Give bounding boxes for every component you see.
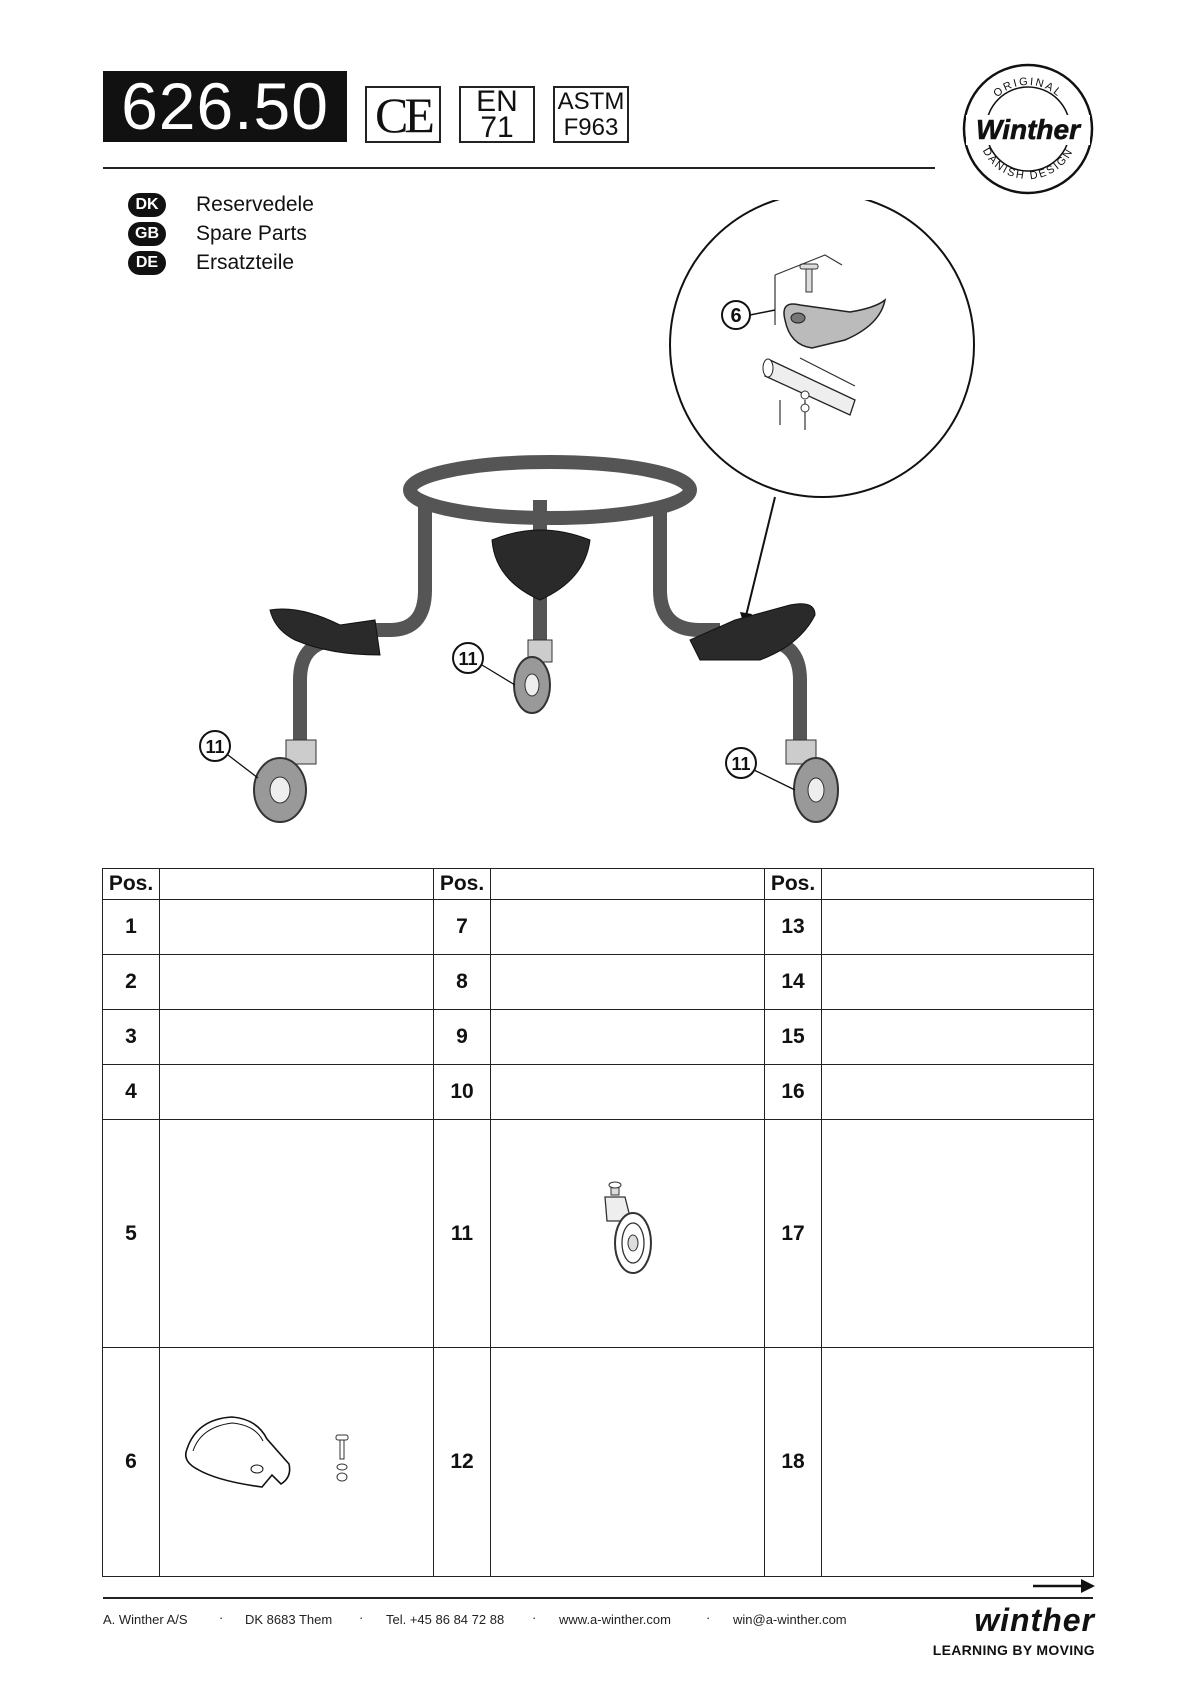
table-row <box>103 1065 1094 1120</box>
callout-11-back <box>453 643 515 685</box>
pos-number: 18 <box>765 1348 822 1577</box>
logo-ring-bottom: DANISH DESIGN <box>979 145 1077 183</box>
part-cell <box>160 1010 434 1065</box>
pos-number: 15 <box>765 1010 822 1065</box>
pos-header: Pos. <box>434 869 491 900</box>
pos-header: Pos. <box>103 869 160 900</box>
table-row <box>103 955 1094 1010</box>
part-cell <box>822 1120 1094 1348</box>
part-cell <box>491 1065 765 1120</box>
description-header <box>160 869 434 900</box>
table-row <box>103 1348 1094 1577</box>
part-cell <box>160 900 434 955</box>
table-row <box>103 1120 1094 1348</box>
pos-number: 7 <box>434 900 491 955</box>
pos-number: 2 <box>103 955 160 1010</box>
language-code-badge: DE <box>128 251 166 275</box>
pos-number: 4 <box>103 1065 160 1120</box>
standard-astm-line1: ASTM <box>557 87 625 115</box>
winther-brand-logo: winther <box>974 1602 1095 1638</box>
pos-number: 8 <box>434 955 491 1010</box>
footer-website-link[interactable]: www.a-winther.com <box>559 1612 671 1627</box>
language-label: Reservedele <box>196 193 314 216</box>
part-cell <box>822 955 1094 1010</box>
pos-number: 14 <box>765 955 822 1010</box>
pos-number: 13 <box>765 900 822 955</box>
header-divider <box>103 167 935 169</box>
callout-11-label: 11 <box>731 754 751 774</box>
footer-separator: · <box>532 1610 537 1625</box>
description-header <box>491 869 765 900</box>
callout-11-label: 11 <box>205 737 225 757</box>
part-cell <box>491 1010 765 1065</box>
footer-separator: · <box>219 1610 224 1625</box>
standard-astm-line2: F963 <box>563 113 619 141</box>
footer-company: A. Winther A/S <box>103 1612 188 1627</box>
part-cell <box>491 955 765 1010</box>
pos-number: 6 <box>103 1348 160 1577</box>
caster-wheel-left <box>254 740 316 822</box>
table-row <box>103 900 1094 955</box>
callout-11-label: 11 <box>458 649 478 669</box>
ce-mark: CE <box>365 86 441 143</box>
footer-separator: · <box>706 1610 711 1625</box>
standard-astm <box>553 86 629 143</box>
part-cell <box>491 900 765 955</box>
caster-wheel-back <box>514 640 552 713</box>
seat-pad-icon <box>177 1409 417 1509</box>
language-label: Spare Parts <box>196 222 307 245</box>
part-cell <box>822 1348 1094 1577</box>
arrow-right-icon <box>1033 1578 1095 1594</box>
part-cell <box>160 955 434 1010</box>
standard-en71-label: EN 71 <box>476 84 518 144</box>
pos-number: 11 <box>434 1120 491 1348</box>
caster-wheel-right <box>786 740 838 822</box>
footer-phone: Tel. +45 86 84 72 88 <box>386 1612 505 1627</box>
callout-6-label: 6 <box>730 305 742 327</box>
footer-divider <box>103 1597 1093 1599</box>
logo-word: Winther <box>976 114 1080 145</box>
language-code-badge: DK <box>128 193 166 217</box>
language-label: Ersatzteile <box>196 251 295 274</box>
pos-number: 12 <box>434 1348 491 1577</box>
pos-number: 5 <box>103 1120 160 1348</box>
logo-ring-top: ORIGINAL <box>991 75 1065 100</box>
table-row <box>103 1010 1094 1065</box>
footer-email-link[interactable]: win@a-winther.com <box>733 1612 847 1627</box>
pos-number: 16 <box>765 1065 822 1120</box>
pos-number: 10 <box>434 1065 491 1120</box>
pos-header: Pos. <box>765 869 822 900</box>
part-cell <box>822 900 1094 955</box>
footer-separator: · <box>359 1610 364 1625</box>
part-cell <box>822 1010 1094 1065</box>
brand-tagline: LEARNING BY MOVING <box>932 1642 1095 1658</box>
pos-number: 17 <box>765 1120 822 1348</box>
part-cell <box>160 1120 434 1348</box>
part-cell <box>160 1065 434 1120</box>
part-cell-seat-pad <box>160 1348 434 1577</box>
part-cell-caster-wheel <box>491 1120 765 1348</box>
pos-number: 1 <box>103 900 160 955</box>
footer-address: DK 8683 Them <box>245 1612 333 1627</box>
part-cell <box>822 1065 1094 1120</box>
winther-original-logo <box>962 63 1094 195</box>
language-code-badge: GB <box>128 222 166 246</box>
product-exploded-diagram <box>0 200 1191 840</box>
callout-11-right <box>726 748 795 790</box>
pos-number: 3 <box>103 1010 160 1065</box>
standard-en71 <box>459 86 535 143</box>
callout-11-left <box>200 731 258 778</box>
description-header <box>822 869 1094 900</box>
part-cell <box>491 1348 765 1577</box>
detail-magnifier <box>670 200 974 497</box>
model-number: 626.50 <box>103 71 347 142</box>
table-header-row <box>103 869 1094 900</box>
caster-wheel-icon <box>593 1181 663 1281</box>
pos-number: 9 <box>434 1010 491 1065</box>
spare-parts-table <box>102 868 1094 1577</box>
